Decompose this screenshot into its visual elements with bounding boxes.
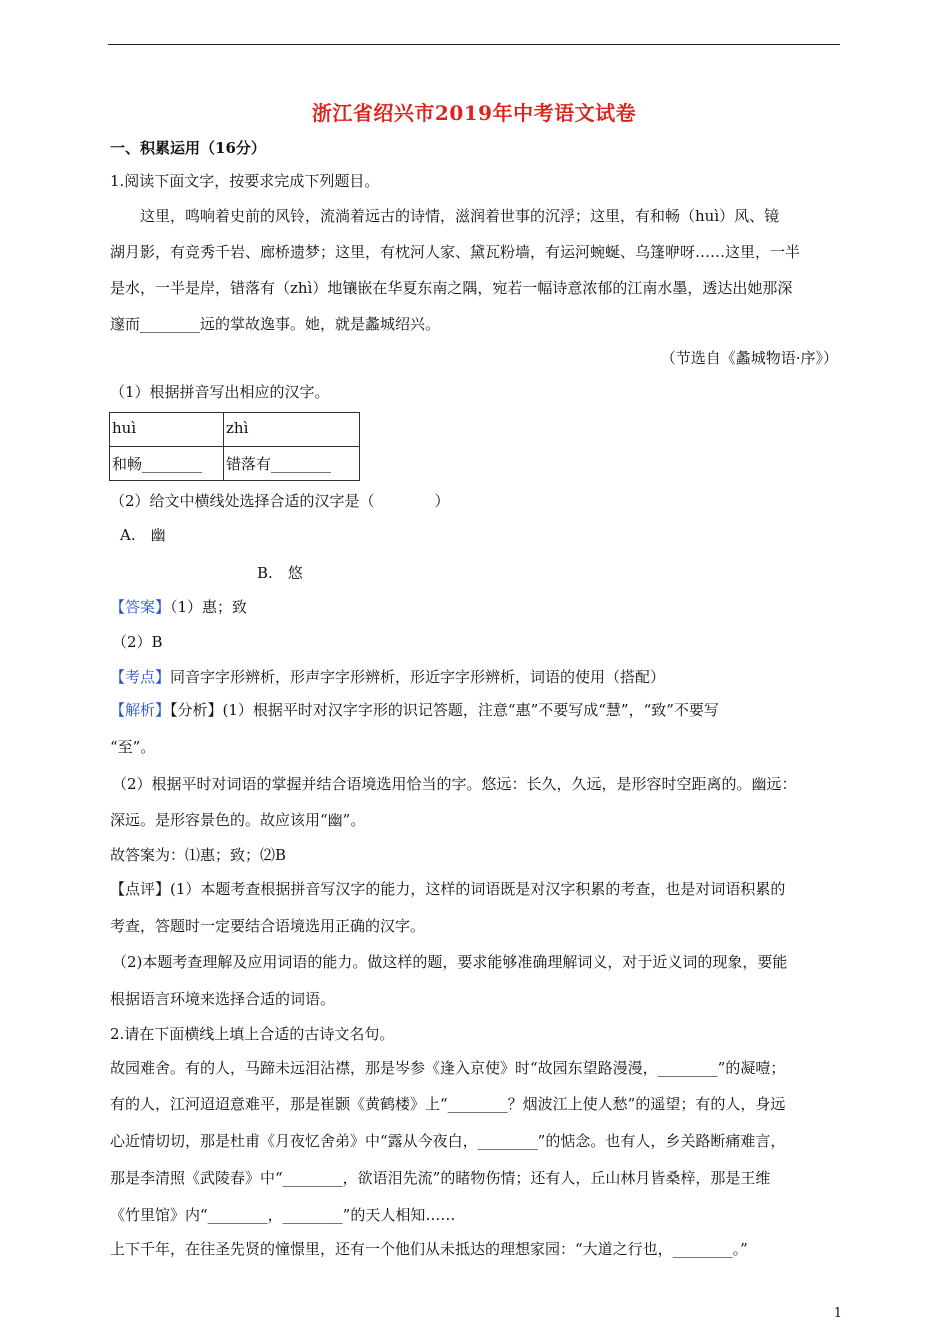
poem-line: 有的人，江河迢迢意难平，那是崔颢《黄鹤楼》上“________？烟波江上使人愁”的遥望；有的人，身远 — [110, 1095, 786, 1113]
dianping-line-cont: 考查，答题时一定要结合语境选用正确的汉字。 — [110, 917, 426, 935]
final-answer: 故答案为：⑴惠；致；⑵B — [110, 846, 287, 864]
question-2-prompt: 2.请在下面横线上填上合适的古诗文名句。 — [110, 1025, 395, 1043]
answer-text: （1）惠；致 — [170, 598, 248, 616]
option-a: A. 幽 — [120, 526, 166, 544]
passage-line: 湖月影，有竞秀千岩、廊桥遗梦；这里，有枕河人家、黛瓦粉墙，有运河蜿蜒、乌篷咿呀……这里，一半 — [110, 243, 801, 261]
passage-line: 是水，一半是岸，错落有（zhì）地镶嵌在华夏东南之隅，宛若一幅诗意浓郁的江南水墨，透达出她那深 — [110, 279, 793, 297]
passage-line: 邃而________远的掌故逸事。她，就是蠡城绍兴。 — [110, 315, 441, 333]
kaodian-text: 同音字字形辨析，形声字字形辨析，形近字字形辨析，词语的使用（搭配） — [170, 668, 666, 686]
kaodian-line — [110, 667, 842, 687]
question-1-prompt: 1.阅读下面文字，按要求完成下列题目。 — [110, 172, 380, 190]
answer-line — [110, 597, 842, 617]
jiexi-text: 【分析】(1）根据平时对汉字字形的识记答题，注意“惠”不要写成“慧”，“致”不要写 — [170, 701, 719, 719]
answer-tag: 【答案】 — [110, 598, 171, 616]
jiexi-part-2-cont: 深远。是形容景色的。故应该用“幽”。 — [110, 811, 366, 829]
jiexi-line-cont: “至”。 — [110, 738, 156, 756]
poem-line: 心近情切切，那是杜甫《月夜忆舍弟》中“露从今夜白，________”的惦念。也有人，乡关路断痛难言， — [110, 1132, 786, 1150]
pinyin-table — [109, 412, 360, 481]
jiexi-part-2: （2）根据平时对词语的掌握并结合语境选用恰当的字。悠远：长久，久远，是形容时空距离的。幽远： — [112, 775, 797, 793]
page-number: 1 — [833, 1306, 842, 1321]
dianping-line: 【点评】(1）本题考查根据拼音写汉字的能力，这样的词语既是对汉字积累的考查，也是对词语积累的 — [110, 880, 786, 898]
jiexi-tag: 【解析】 — [110, 701, 171, 719]
section-heading: 一、积累运用（16分） — [110, 139, 266, 157]
poem-line: 那是李清照《武陵春》中“________，欲语泪先流”的睹物伤情；还有人，丘山林月皆桑梓，那是王维 — [110, 1169, 771, 1187]
poem-line: 上下千年，在往圣先贤的憧憬里，还有一个他们从未抵达的理想家园：“大道之行也，________。” — [110, 1240, 748, 1258]
table-cell: 和畅________ — [110, 447, 224, 481]
sub-question-2: （2）给文中横线处选择合适的汉字是（ ） — [110, 492, 450, 510]
passage-line: 这里，鸣响着史前的风铃，流淌着远古的诗情，滋润着世事的沉浮；这里，有和畅（huì）风、镜 — [140, 207, 780, 225]
option-b: B. 悠 — [257, 564, 303, 582]
table-cell: zhì — [224, 413, 360, 447]
passage-source: （节选自《蠡城物语·序》） — [660, 349, 838, 367]
kaodian-tag: 【考点】 — [110, 668, 171, 686]
table-cell: huì — [110, 413, 224, 447]
page-title: 浙江省绍兴市2019年中考语文试卷 — [311, 101, 637, 125]
dianping-part-2: （2)本题考查理解及应用词语的能力。做这样的题，要求能够准确理解词义，对于近义词的现象，要能 — [112, 953, 788, 971]
dianping-part-2-cont: 根据语言环境来选择合适的词语。 — [110, 990, 336, 1008]
header-rule — [108, 44, 840, 45]
answer-line-2: （2）B — [112, 633, 163, 651]
table-cell: 错落有________ — [224, 447, 360, 481]
jiexi-line — [110, 700, 842, 720]
poem-line: 《竹里馆》内“________，________”的天人相知…… — [110, 1206, 456, 1224]
poem-line: 故园难舍。有的人，马蹄未远泪沾襟，那是岑参《逢入京使》时“故园东望路漫漫，________”的凝噎； — [110, 1059, 786, 1077]
sub-question-1: （1）根据拼音写出相应的汉字。 — [110, 383, 330, 401]
